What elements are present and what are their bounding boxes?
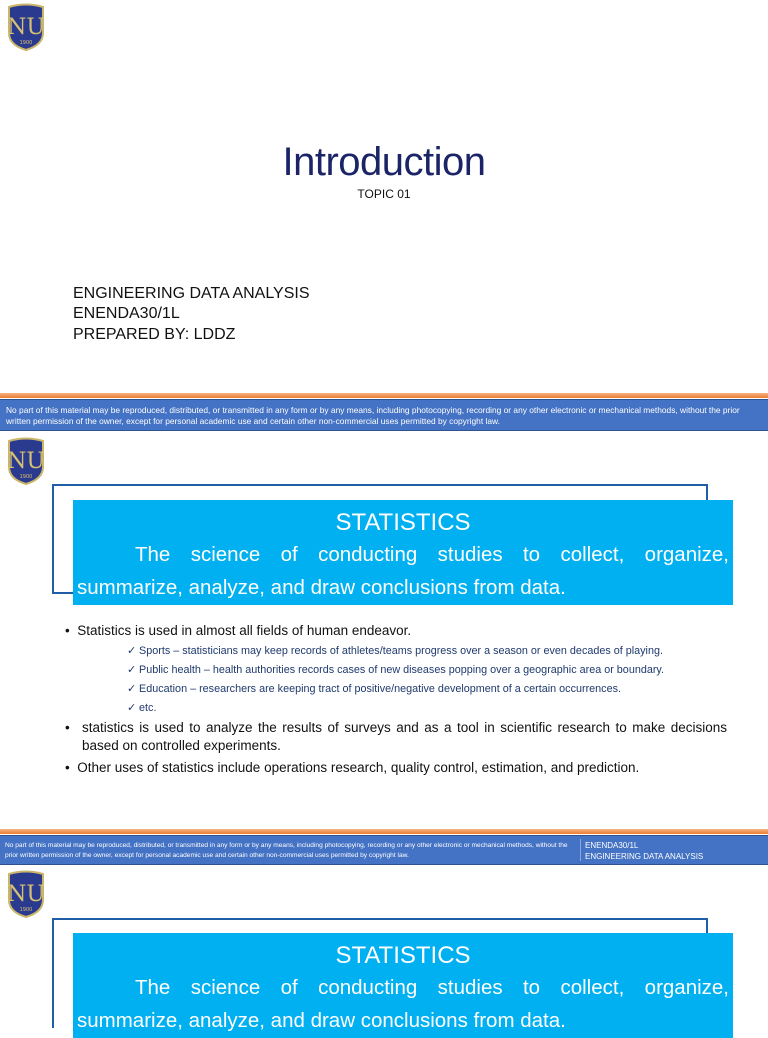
check-item: ✓ Education – researchers are keeping tract of positive/negative development of a certain occurrences. <box>127 683 621 695</box>
bullet-item: • statistics is used to analyze the results of surveys and as a tool in scientific research to make decisions based on controlled experiments. <box>65 720 727 753</box>
check-icon: ✓ <box>127 645 137 657</box>
nu-shield-logo-icon <box>6 870 46 918</box>
footer-course-name: ENGINEERING DATA ANALYSIS <box>585 852 704 861</box>
definition-text: The science of conducting studies to collect, organize, summarize, analyze, and draw conclusions from data. <box>77 976 729 1032</box>
svg-text:1900: 1900 <box>19 40 33 46</box>
check-item: ✓ Sports – statisticians may keep records of athletes/teams progress over a season or even decades of playing. <box>127 645 663 657</box>
footer-divider <box>580 839 581 861</box>
check-item: ✓ Public health – health authorities records cases of new diseases popping over a geographic area or boundary. <box>127 664 665 676</box>
footer-course-code: ENENDA30/1L <box>585 841 639 850</box>
svg-text:NU: NU <box>7 882 45 907</box>
bullet-item: • Statistics is used in almost all fields of human endeavor. <box>65 623 412 638</box>
course-code: ENENDA30/1L <box>73 305 180 322</box>
svg-text:NU: NU <box>7 15 45 40</box>
bullet-item: • Other uses of statistics include operations research, quality control, estimation, and prediction. <box>65 760 640 775</box>
slide-1 <box>0 0 768 433</box>
slide-title: Introduction <box>282 140 486 184</box>
definition-heading: STATISTICS <box>335 942 471 969</box>
orange-divider <box>0 829 768 834</box>
check-icon: ✓ <box>127 664 137 676</box>
check-icon: ✓ <box>127 702 137 714</box>
svg-text:1900: 1900 <box>19 907 33 913</box>
check-item: ✓ etc. <box>127 702 157 714</box>
nu-shield-logo-icon <box>6 437 46 485</box>
definition-box <box>73 933 733 1038</box>
svg-text:1900: 1900 <box>19 474 33 480</box>
svg-text:NU: NU <box>7 449 45 474</box>
definition-heading: STATISTICS <box>335 509 471 536</box>
copyright-text: No part of this material may be reproduced, distributed, or transmitted in any form or by any means, including photocopying, recording or any other electronic or mechanical methods, without the prior written permission of the owner, except for personal academic use and certain other non-commercial uses permitted by copyright law. <box>5 842 568 859</box>
check-list <box>127 642 747 718</box>
orange-divider <box>0 393 768 398</box>
definition-text: The science of conducting studies to collect, organize, summarize, analyze, and draw conclusions from data. <box>77 543 729 599</box>
check-icon: ✓ <box>127 683 137 695</box>
slide-3 <box>0 866 768 1032</box>
slide-2 <box>0 433 768 866</box>
slide-footer <box>0 835 768 865</box>
copyright-footer: No part of this material may be reproduced, distributed, or transmitted in any form or by any means, including photocopying, recording or any other electronic or mechanical methods, without the prior written permission of the owner, except for personal academic use and certain other non-commercial uses permitted by copyright law. <box>0 399 768 431</box>
course-name: ENGINEERING DATA ANALYSIS <box>73 285 310 302</box>
nu-shield-logo-icon <box>6 3 46 51</box>
prepared-by: PREPARED BY: LDDZ <box>73 326 236 343</box>
slide-subtitle: TOPIC 01 <box>357 187 411 201</box>
definition-box <box>73 500 733 605</box>
